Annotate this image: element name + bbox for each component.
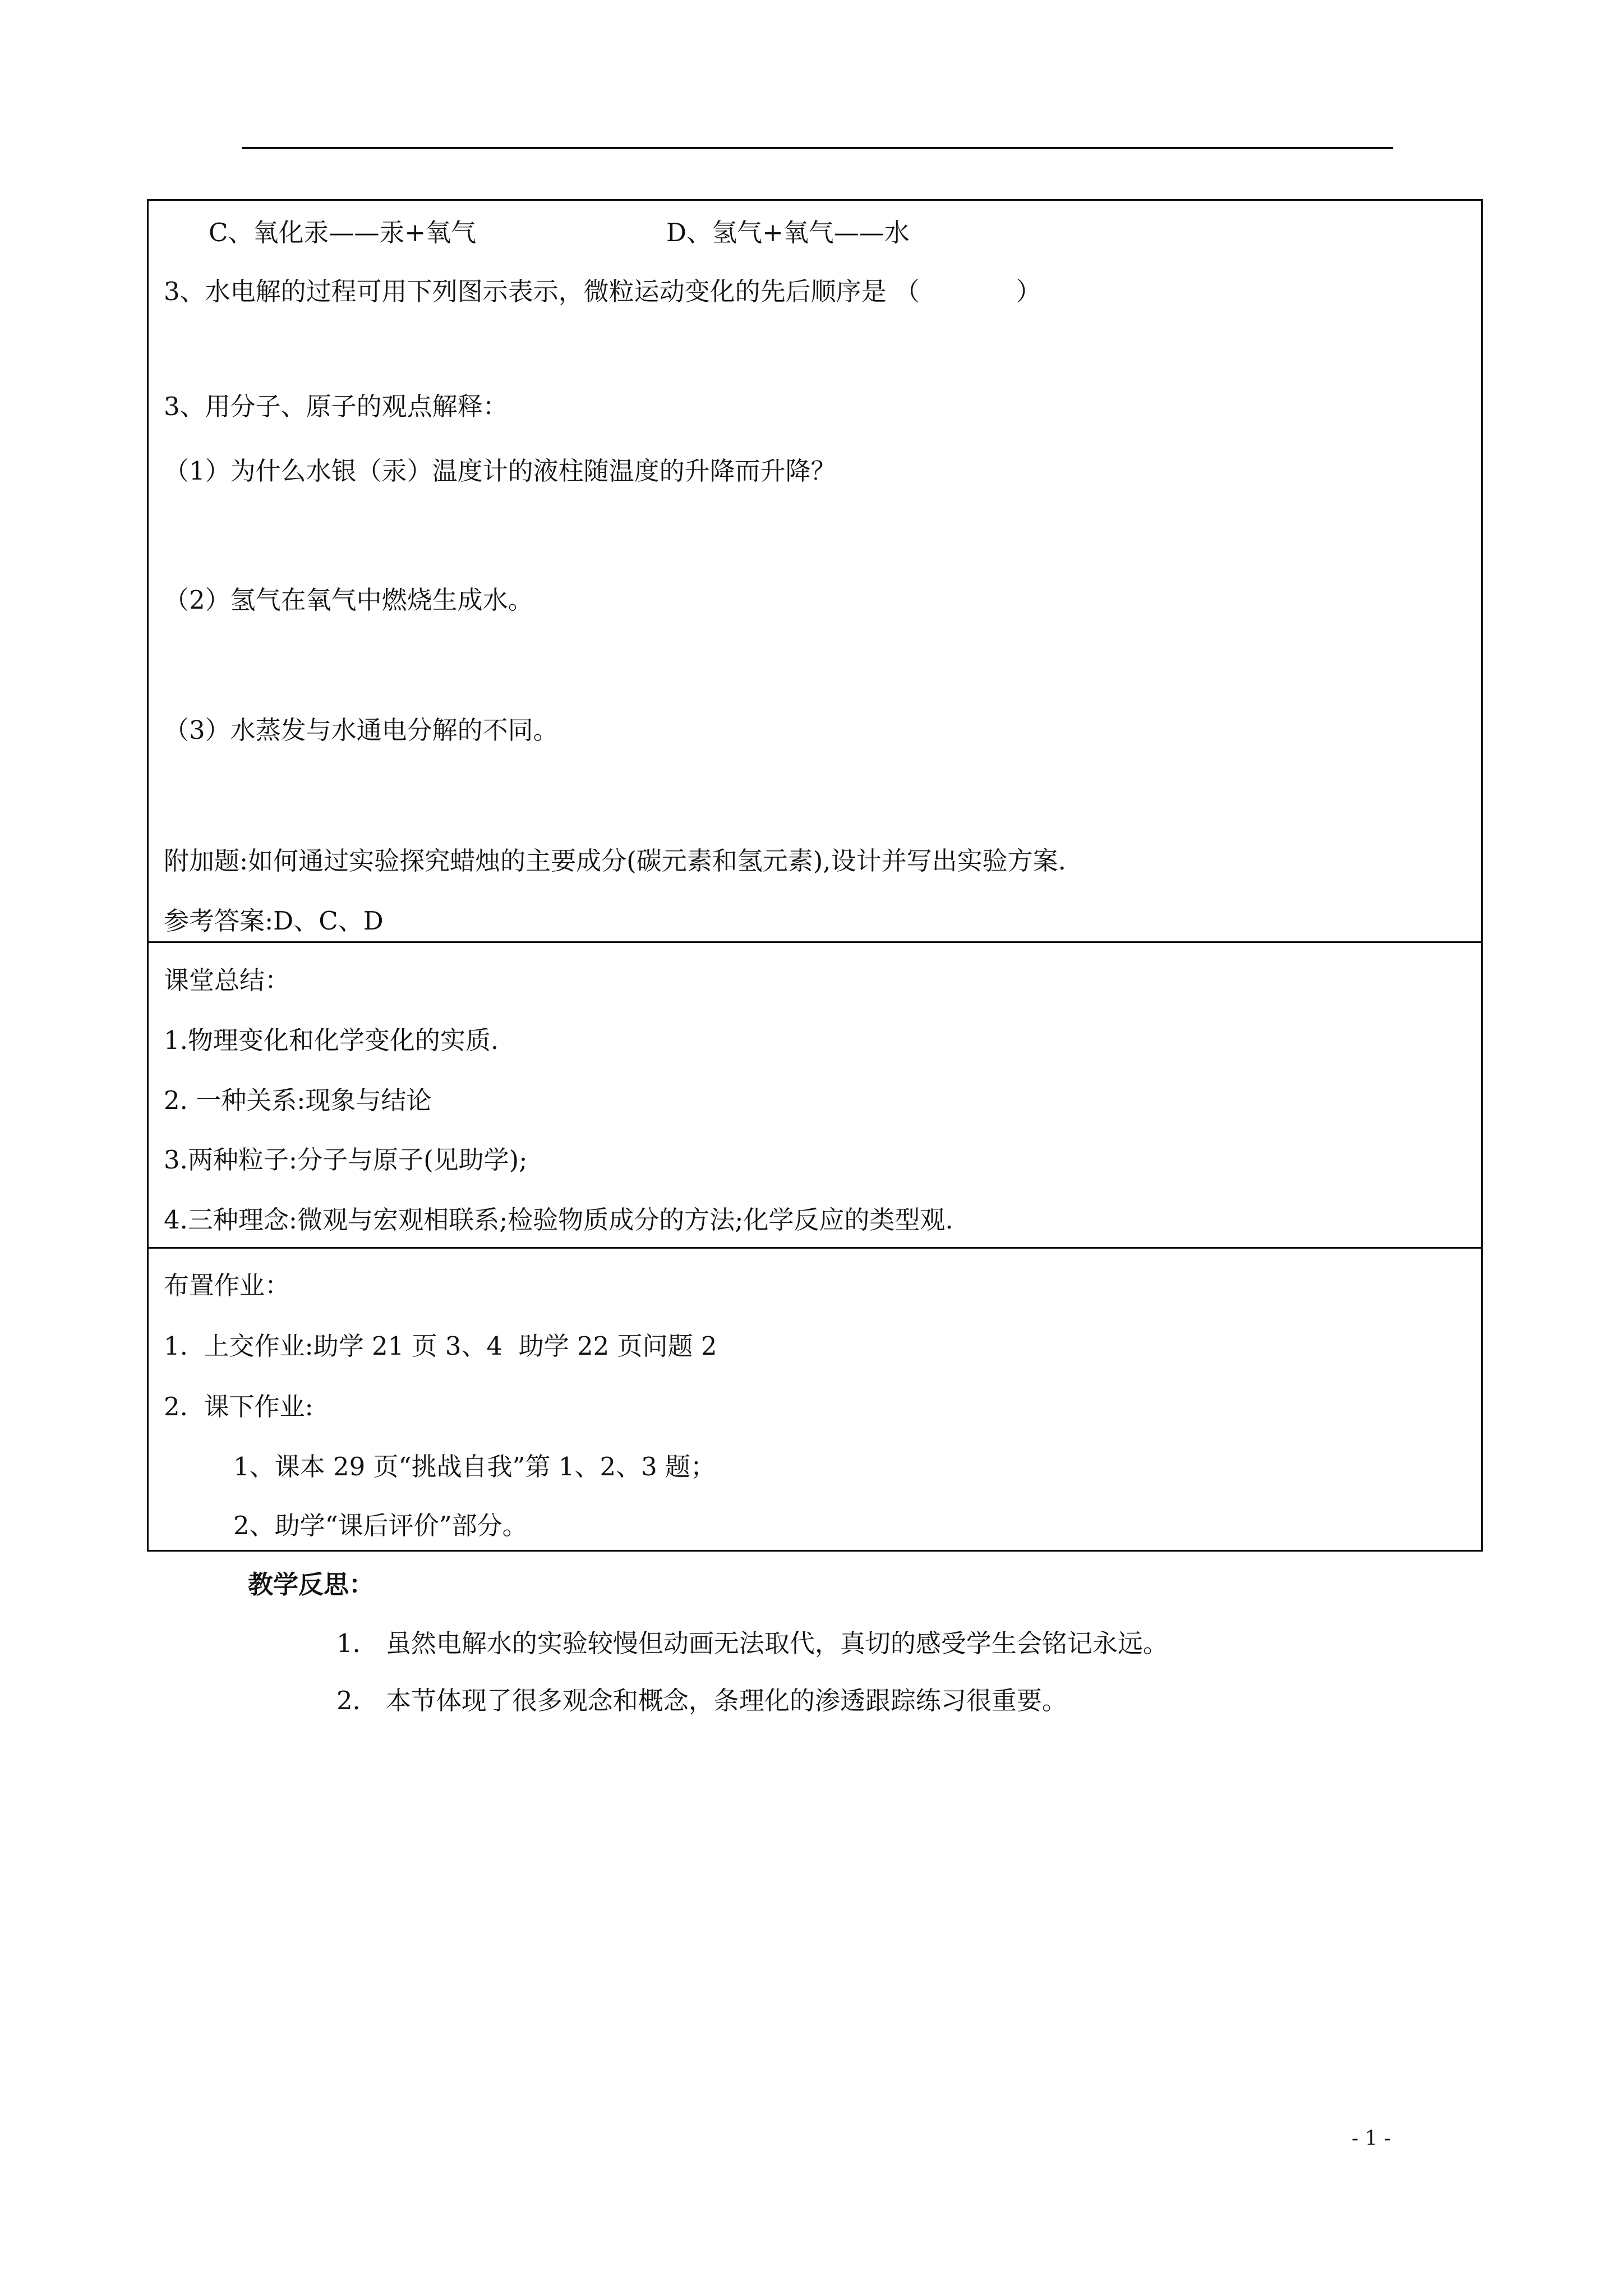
option-d: D、氢气+氧气——水 xyxy=(666,218,910,247)
page-number: - 1 - xyxy=(1352,2127,1391,2150)
summary-item: 3.两种粒子:分子与原子(见助学); xyxy=(164,1145,528,1175)
header-rule xyxy=(242,147,1393,149)
table-divider-summary xyxy=(147,941,1483,943)
homework-sub-2: 2、助学“课后评价”部分。 xyxy=(233,1511,528,1540)
reflection-title: 教学反思： xyxy=(248,1570,375,1599)
question-3-sub-1: （1）为什么水银（汞）温度计的液柱随温度的升降而升降？ xyxy=(164,456,836,486)
homework-item-1: 1. 上交作业:助学 21 页 3、4 助学 22 页问题 2 xyxy=(164,1331,717,1361)
reflection-item-2: 2． 本节体现了很多观念和概念，条理化的渗透跟踪练习很重要。 xyxy=(336,1686,1067,1715)
question-3-sub-2: （2）氢气在氧气中燃烧生成水。 xyxy=(164,585,533,615)
homework-title: 布置作业： xyxy=(164,1271,291,1300)
question-3-explain: 3、用分子、原子的观点解释： xyxy=(164,392,508,421)
summary-title: 课堂总结： xyxy=(164,965,291,995)
table-divider-homework xyxy=(147,1247,1483,1249)
option-c: C、氧化汞——汞+氧气 xyxy=(209,218,477,247)
bonus-question: 附加题:如何通过实验探究蜡烛的主要成分(碳元素和氢元素),设计并写出实验方案. xyxy=(164,846,1066,876)
summary-item: 1.物理变化和化学变化的实质. xyxy=(164,1025,499,1055)
reflection-item-1: 1． 虽然电解水的实验较慢但动画无法取代，真切的感受学生会铭记永远。 xyxy=(336,1628,1168,1658)
summary-item: 2. 一种关系:现象与结论 xyxy=(164,1085,432,1115)
summary-item: 4.三种理念:微观与宏观相联系;检验物质成分的方法;化学反应的类型观. xyxy=(164,1205,953,1235)
homework-item-2: 2. 课下作业: xyxy=(164,1392,313,1421)
question-3-electrolysis: 3、水电解的过程可用下列图示表示，微粒运动变化的先后顺序是 （ ） xyxy=(164,277,1041,306)
question-3-sub-3: （3）水蒸发与水通电分解的不同。 xyxy=(164,715,559,745)
reference-answer: 参考答案:D、C、D xyxy=(164,906,384,936)
homework-sub-1: 1、课本 29 页“挑战自我”第 1、2、3 题； xyxy=(233,1452,716,1481)
